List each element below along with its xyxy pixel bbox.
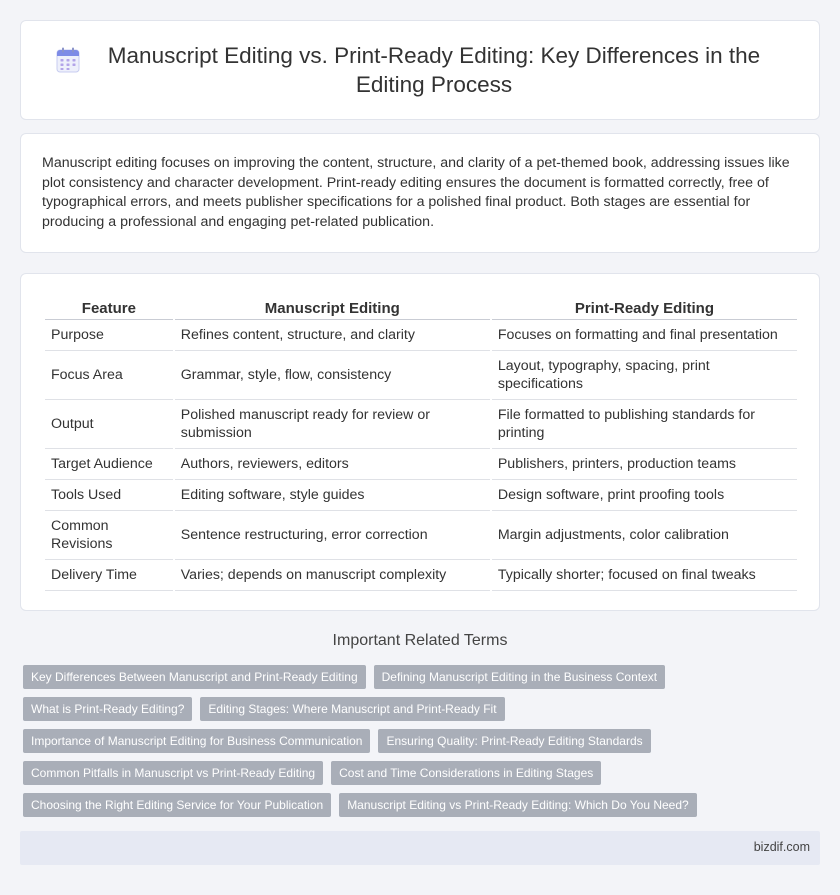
cell-manuscript: Polished manuscript ready for review or submission: [175, 400, 490, 449]
tag-row: [23, 665, 823, 689]
intro-card: [20, 133, 820, 253]
related-term-link[interactable]: What is Print-Ready Editing?: [23, 697, 192, 721]
comparison-card: [20, 273, 820, 611]
cell-feature: Delivery Time: [45, 560, 173, 591]
cell-print-ready: Focuses on formatting and final presentation: [492, 320, 797, 351]
related-terms-title: Important Related Terms: [332, 632, 508, 649]
tag-row: [23, 697, 823, 721]
related-term-link[interactable]: Ensuring Quality: Print-Ready Editing Standards: [378, 729, 650, 753]
cell-feature: Focus Area: [45, 351, 173, 400]
cell-manuscript: Refines content, structure, and clarity: [175, 320, 490, 351]
table-row: [45, 400, 797, 449]
cell-feature: Purpose: [45, 320, 173, 351]
related-term-link[interactable]: Importance of Manuscript Editing for Business Communication: [23, 729, 370, 753]
header-feature: Feature: [45, 297, 173, 320]
header-manuscript-editing: Manuscript Editing: [175, 297, 490, 320]
tag-row: [23, 761, 823, 785]
cell-manuscript: Sentence restructuring, error correction: [175, 511, 490, 560]
table-header-row: [45, 297, 797, 320]
related-term-link[interactable]: Defining Manuscript Editing in the Business Context: [374, 665, 665, 689]
cell-print-ready: Typically shorter; focused on final tweaks: [492, 560, 797, 591]
comparison-table: [43, 297, 799, 591]
cell-feature: Target Audience: [45, 449, 173, 480]
tag-row: [23, 793, 823, 817]
footer: [20, 831, 820, 865]
cell-feature: Tools Used: [45, 480, 173, 511]
table-row: [45, 480, 797, 511]
cell-feature: Output: [45, 400, 173, 449]
cell-print-ready: Design software, print proofing tools: [492, 480, 797, 511]
cell-manuscript: Authors, reviewers, editors: [175, 449, 490, 480]
related-term-link[interactable]: Key Differences Between Manuscript and Print-Ready Editing: [23, 665, 366, 689]
table-row: [45, 511, 797, 560]
tag-row: [23, 729, 823, 753]
related-term-link[interactable]: Common Pitfalls in Manuscript vs Print-Ready Editing: [23, 761, 323, 785]
title-wrap: [21, 21, 819, 119]
table-row: [45, 320, 797, 351]
page-title: Manuscript Editing vs. Print-Ready Editing: Key Differences in the Editing Process: [107, 43, 761, 97]
cell-print-ready: Margin adjustments, color calibration: [492, 511, 797, 560]
cell-manuscript: Varies; depends on manuscript complexity: [175, 560, 490, 591]
related-terms-list: [23, 665, 823, 825]
cell-manuscript: Editing software, style guides: [175, 480, 490, 511]
footer-site-link[interactable]: bizdif.com: [753, 840, 810, 854]
related-term-link[interactable]: Manuscript Editing vs Print-Ready Editing: Which Do You Need?: [339, 793, 697, 817]
intro-paragraph: Manuscript editing focuses on improving the content, structure, and clarity of a pet-themed book, addressing issues like plot consistency and character development. Print-ready editing ensures the document is formatted correctly, free of typographical errors, and meets publisher specifications for a polished final product. Both stages are essential for producing a professional and engaging pet-related publication.: [42, 155, 790, 230]
cell-print-ready: Layout, typography, spacing, print specifications: [492, 351, 797, 400]
related-term-link[interactable]: Editing Stages: Where Manuscript and Print-Ready Fit: [200, 697, 504, 721]
table-row: [45, 449, 797, 480]
related-term-link[interactable]: Choosing the Right Editing Service for Your Publication: [23, 793, 331, 817]
cell-manuscript: Grammar, style, flow, consistency: [175, 351, 490, 400]
related-term-link[interactable]: Cost and Time Considerations in Editing Stages: [331, 761, 601, 785]
header-card: [20, 20, 820, 120]
table-row: [45, 351, 797, 400]
cell-print-ready: File formatted to publishing standards for printing: [492, 400, 797, 449]
cell-feature: Common Revisions: [45, 511, 173, 560]
header-print-ready-editing: Print-Ready Editing: [492, 297, 797, 320]
table-row: [45, 560, 797, 591]
cell-print-ready: Publishers, printers, production teams: [492, 449, 797, 480]
